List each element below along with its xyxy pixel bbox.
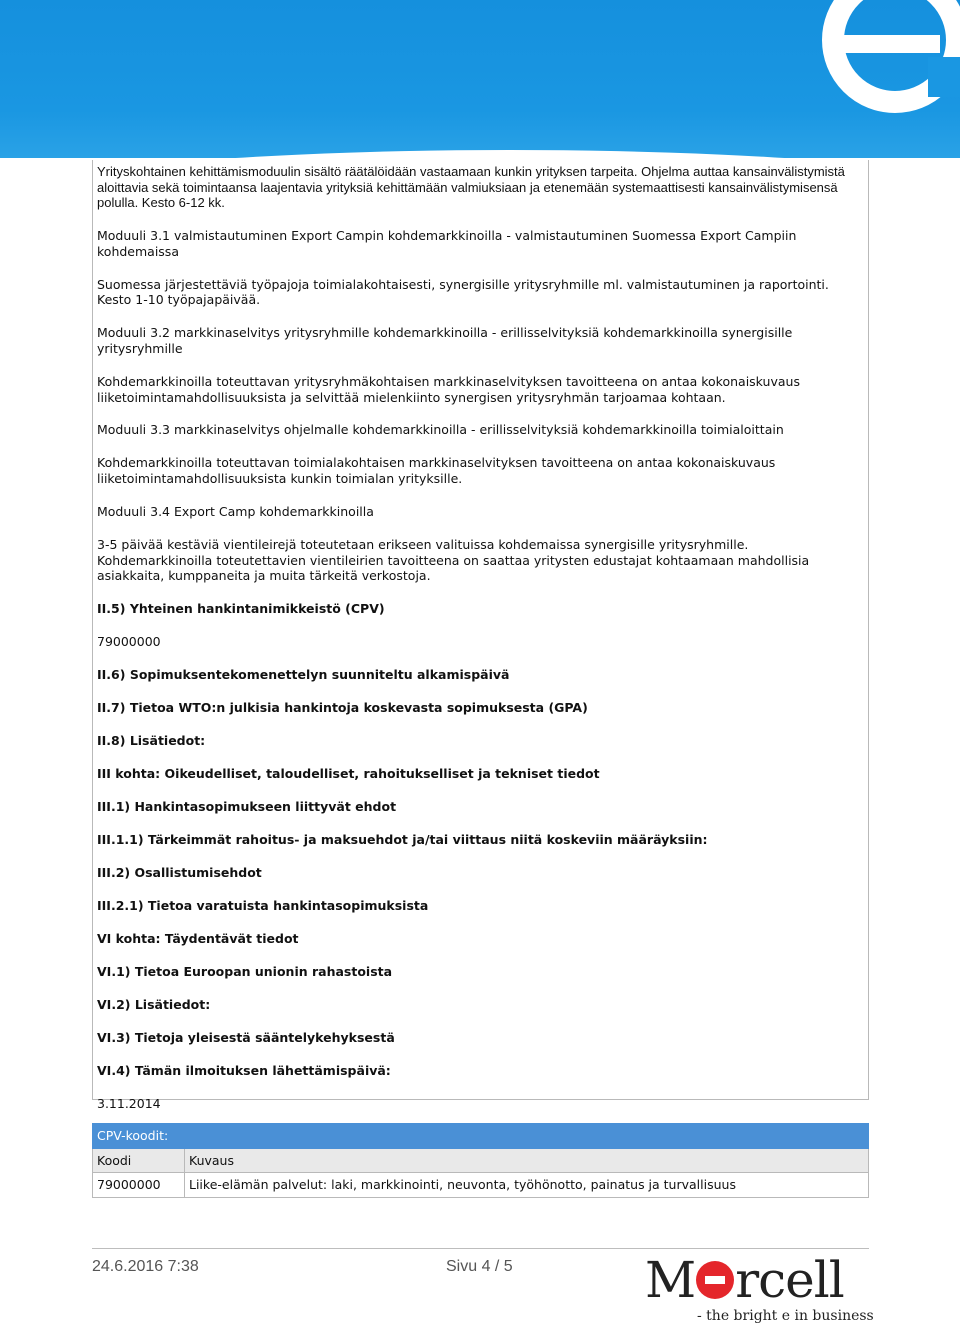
- section-heading: II.8) Lisätiedot:: [97, 733, 206, 749]
- cpv-table-title-row: [93, 1124, 869, 1149]
- section-heading: VI.2) Lisätiedot:: [97, 997, 211, 1013]
- paragraph: Suomessa järjestettäviä työpajoja toimialakohtaisesti, synergisille yritysryhmille ml. valmistautuminen ja raportointi. Kesto 1-10 työpajapäivää.: [97, 276, 829, 308]
- marcell-logo: [645, 1251, 874, 1329]
- section-heading: II.6) Sopimuksentekomenettelyn suunniteltu alkamispäivä: [97, 667, 510, 683]
- section-heading: III.2.1) Tietoa varatuista hankintasopimuksista: [97, 898, 429, 914]
- section-heading: II.5) Yhteinen hankintanimikkeistö (CPV): [97, 601, 385, 617]
- paragraph: Moduuli 3.2 markkinaselvitys yritysryhmille kohdemarkkinoilla - erillisselvityksiä kohdemarkkinoilla synergisille yritysryhmille: [97, 325, 793, 356]
- header-banner: [0, 0, 960, 158]
- cpv-column-description: Kuvaus: [185, 1148, 869, 1173]
- brand-suffix: rcell: [735, 1251, 844, 1309]
- cpv-row-code: 79000000: [93, 1173, 185, 1198]
- paragraph: 3.11.2014: [97, 1095, 161, 1111]
- section-heading: III kohta: Oikeudelliset, taloudelliset, rahoitukselliset ja tekniset tiedot: [97, 766, 600, 782]
- section-heading: II.7) Tietoa WTO:n julkisia hankintoja koskevasta sopimuksesta (GPA): [97, 700, 588, 716]
- footer-page-number: Sivu 4 / 5: [446, 1258, 513, 1275]
- section-heading: VI kohta: Täydentävät tiedot: [97, 931, 299, 947]
- paragraph: Kohdemarkkinoilla toteuttavan toimialakohtaisen markkinaselvityksen tavoitteena on antaa kokonaiskuvaus liiketoimintamahdollisuuksista kunkin toimialan yrityksille.: [97, 455, 776, 487]
- section-heading: III.1.1) Tärkeimmät rahoitus- ja maksuehdot ja/tai viittaus niitä koskeviin määräyksiin:: [97, 832, 708, 848]
- banner-curve: [0, 150, 960, 158]
- footer-date: 24.6.2016 7:38: [92, 1258, 199, 1275]
- document-body: [97, 164, 862, 1129]
- cpv-table-title: CPV-koodit:: [93, 1124, 869, 1149]
- footer-divider: [92, 1248, 869, 1249]
- cpv-table-header-row: [93, 1148, 869, 1173]
- paragraph: Moduuli 3.4 Export Camp kohdemarkkinoilla: [97, 504, 374, 520]
- cpv-row-description: Liike-elämän palvelut: laki, markkinointi, neuvonta, työhönotto, painatus ja turvallisuus: [185, 1173, 869, 1198]
- section-heading: III.1) Hankintasopimukseen liittyvät ehdot: [97, 799, 397, 815]
- cpv-table: [92, 1123, 869, 1198]
- paragraph: Moduuli 3.3 markkinaselvitys ohjelmalle kohdemarkkinoilla - erillisselvityksiä kohdemarkkinoilla toimialoittain: [97, 422, 784, 438]
- paragraph: 3-5 päivää kestäviä vientileirejä toteutetaan erikseen valituissa kohdemaissa synergisille yritysryhmille. Kohdemarkkinoilla toteutettavien vientileirien tavoitteena on saattaa yritysten edustajat kohtaamaan mahdollisia asiakkaita, kumppaneita ja muita tärkeitä verkostoja.: [97, 537, 810, 584]
- cpv-column-code: Koodi: [93, 1148, 185, 1173]
- paragraph: Kohdemarkkinoilla toteuttavan yritysryhmäkohtaisen markkinaselvityksen tavoitteena on antaa kokonaiskuvaus liiketoimintamahdollisuuksista ja selvittää mielenkiinto synergisen yritysryhmän tarjoamaa kohtaan.: [97, 373, 800, 405]
- section-heading: III.2) Osallistumisehdot: [97, 865, 262, 881]
- marcell-brand: [645, 1252, 844, 1308]
- section-heading: VI.1) Tietoa Euroopan unionin rahastoista: [97, 964, 393, 980]
- marcell-e-mark-icon: [696, 1261, 734, 1299]
- paragraph: Yrityskohtainen kehittämismoduulin sisältö räätälöidään vastaamaan kunkin yrityksen tarpeita. Ohjelma auttaa kansainvälistymistä aloittavia sekä toimintaansa laajentavia yrityksiä kehittämään valmiuksiaan ja etenemään systemaattisesti kansainvälistymisensä polulla. Kesto 6-12 kk.: [97, 164, 845, 211]
- paragraph: Moduuli 3.1 valmistautuminen Export Campin kohdemarkkinoilla - valmistautuminen Suomessa Export Campiin kohdemaissa: [97, 228, 797, 259]
- marcell-e-icon: [820, 0, 960, 115]
- paragraph: 79000000: [97, 634, 161, 650]
- brand-prefix: M: [645, 1251, 696, 1309]
- section-heading: VI.4) Tämän ilmoituksen lähettämispäivä:: [97, 1062, 391, 1078]
- table-row: [93, 1173, 869, 1198]
- section-heading: VI.3) Tietoja yleisestä sääntelykehyksestä: [97, 1030, 395, 1045]
- marcell-tagline: - the bright e in business: [697, 1308, 874, 1324]
